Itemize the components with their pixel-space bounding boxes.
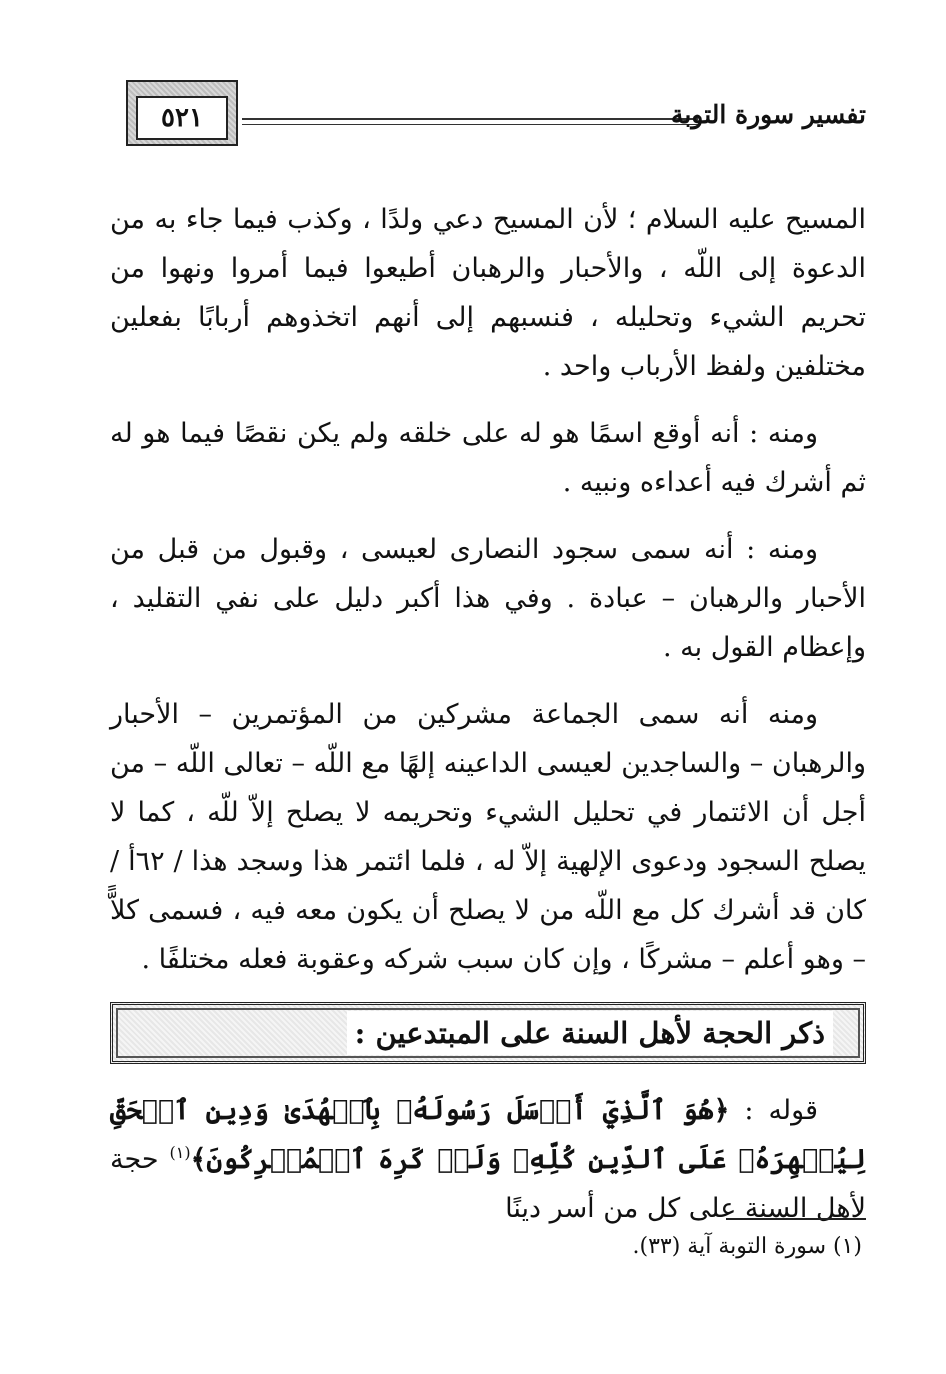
page-number: ٥٢١ [136,96,228,140]
main-text [110,195,866,1251]
section-heading: ذكر الحجة لأهل السنة على المبتدعين : [347,1011,833,1055]
paragraph-5-rest: حجة لأهل السنة على كل من أسر دينًا [110,1144,866,1224]
running-title: تفسير سورة التوبة [670,100,866,129]
footnote-reference: (١) [169,1143,191,1162]
header-rule-secondary [242,124,698,125]
paragraph-2: ومنه : أنه أوقع اسمًا هو له على خلقه ولم يكن نقصًا فيما هو له ثم أشرك فيه أعداءه ونبيه . [110,418,866,498]
lead-text: قوله : [729,1095,818,1126]
footnote: (١) سورة التوبة آية (٣٣). [632,1234,862,1259]
section-heading-box [110,1002,866,1064]
paragraph-5 [110,1086,866,1233]
quran-verse: ﴿هُوَ ٱلَّذِيٓ أَرۡسَلَ رَسُولَهُۥ بِٱلۡهُدَىٰ وَدِينِ ٱلۡحَقِّ لِيُظۡهِرَهُۥ عَلَى ٱلدِّينِ كُلِّهِۦ وَلَوۡ كَرِهَ ٱلۡمُشۡرِكُونَ﴾ [110,1095,866,1175]
paragraph-1: المسيح عليه السلام ؛ لأن المسيح دعي ولدًا ، وكذب فيما جاء به من الدعوة إلى اللّه ، والأحبار والرهبان أطيعوا فيما أمروا ونهوا من تحريم الشيء وتحليله ، فنسبهم إلى أنهم اتخذوهم أربابًا بفعلين مختلفين ولفظ الأرباب واحد . [110,204,866,382]
header-rule [242,118,698,120]
footnote-separator [726,1218,866,1220]
page-number-frame [126,80,238,146]
paragraph-4: ومنه أنه سمى الجماعة مشركين من المؤتمرين – الأحبار والرهبان – والساجدين لعيسى الداعينه إلهًا مع اللّه – تعالى اللّه – من أجل أن الائتمار في تحليل الشيء وتحريمه لا يصلح إلاّ للّه ، كما لا يصلح السجود ودعوى الإلهية إلاّ له ، فلما ائتمر هذا وسجد هذا / ٦٢أ / كان قد أشرك كل مع اللّه من لا يصلح أن يكون معه فيه ، فسمى كلاًّ – وهو أعلم – مشركًا ، وإن كان سبب شركه وعقوبة فعله مختلفًا . [110,699,866,975]
paragraph-3: ومنه : أنه سمى سجود النصارى لعيسى ، وقبول من قبل من الأحبار والرهبان – عبادة . وفي هذا أكبر دليل على نفي التقليد ، وإعظام القول به . [110,534,866,663]
page-header [126,80,866,150]
